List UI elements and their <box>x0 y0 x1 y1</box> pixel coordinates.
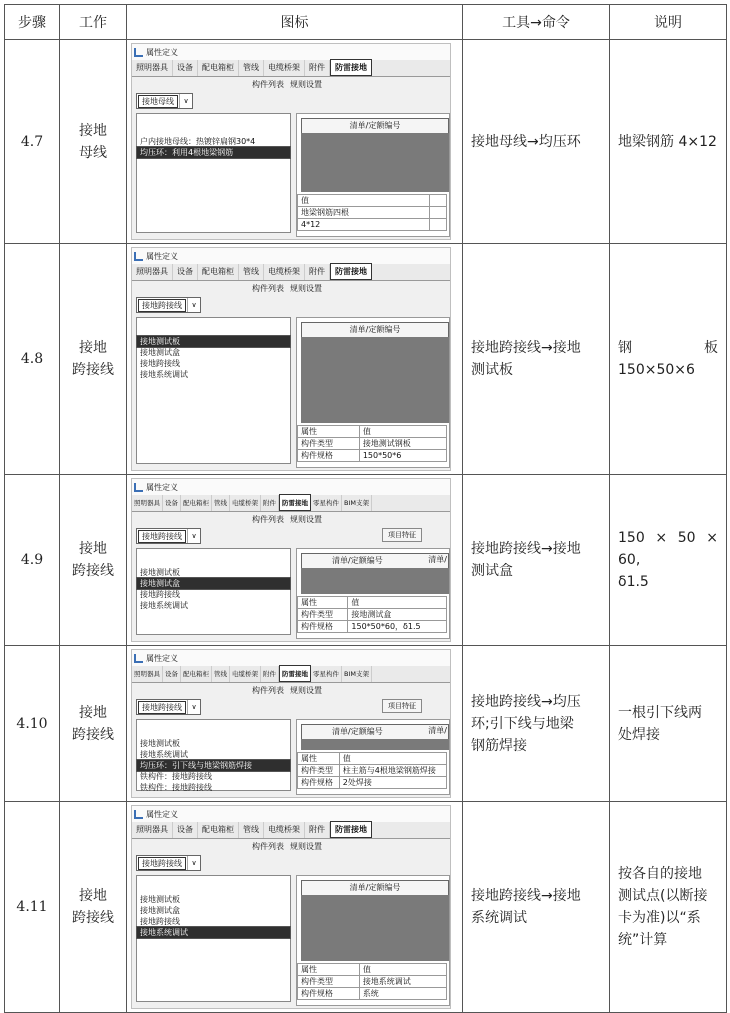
component-list <box>136 317 291 464</box>
component-list-label: 构件列表 <box>252 514 284 524</box>
tab-3[interactable]: 管线 <box>239 60 264 76</box>
table-row <box>5 475 727 646</box>
property-cell[interactable]: 2处焊接 <box>339 777 446 789</box>
note-cell <box>610 244 727 475</box>
property-cell: 构件类型 <box>298 438 360 450</box>
note-cell <box>610 475 727 646</box>
header-note: 说明 <box>610 5 727 40</box>
tool-cell <box>463 244 610 475</box>
work-text: 跨接线 <box>72 910 114 926</box>
property-header-row <box>298 597 447 609</box>
property-cell[interactable]: 接地系统调试 <box>359 976 446 988</box>
window-title <box>132 479 450 495</box>
work-cell <box>60 244 127 475</box>
property-table <box>297 596 447 633</box>
work-text: 接地 <box>79 340 107 356</box>
property-icon <box>134 654 143 663</box>
grid-body <box>301 133 449 192</box>
grid-header: 清单/定额编号 <box>301 724 449 740</box>
tab-bar <box>132 495 450 512</box>
tab-5[interactable]: 附件 <box>305 264 330 280</box>
list-item[interactable]: 接地测试盒 <box>137 578 290 589</box>
tab-0[interactable]: 照明器具 <box>132 264 173 280</box>
header-row <box>5 5 727 40</box>
table-row <box>5 244 727 475</box>
property-row <box>298 621 447 633</box>
property-table <box>297 752 447 789</box>
tab-5[interactable]: 附件 <box>305 822 330 838</box>
grid-header-2: 清单/ <box>428 726 447 735</box>
component-list-label: 构件列表 <box>252 79 284 89</box>
work-text: 接地 <box>79 122 107 139</box>
tool-text: 接地跨接线→均压 <box>471 693 581 710</box>
panel-labels <box>132 683 450 697</box>
work-cell <box>60 475 127 646</box>
tool-text: 接地跨接线→接地 <box>471 340 581 356</box>
rules-label[interactable]: 规则设置 <box>290 283 322 293</box>
tab-3[interactable]: 管线 <box>239 822 264 838</box>
property-row <box>298 988 447 1000</box>
note-text: 统”计算 <box>618 932 668 948</box>
list-item[interactable]: 均压环：引下线与地梁钢筋焊接 <box>137 760 290 771</box>
tool-cell <box>463 475 610 646</box>
property-header: 值 <box>359 426 446 438</box>
panel-labels <box>132 512 450 526</box>
property-table <box>297 194 447 231</box>
tab-1[interactable]: 设备 <box>163 666 181 682</box>
property-cell: 构件类型 <box>298 765 340 777</box>
table-row <box>5 646 727 802</box>
list-item[interactable]: 户内接地母线：热镀锌扁钢30*4 <box>140 137 256 146</box>
window-title-text: 属性定义 <box>146 653 178 663</box>
property-header: 属性 <box>298 753 340 765</box>
chevron-down-icon[interactable]: ∨ <box>187 298 200 312</box>
tab-6[interactable]: 防雷接地 <box>330 821 372 838</box>
list-item[interactable]: 接地测试板 <box>140 895 180 904</box>
tool-text: 系统调试 <box>471 910 527 926</box>
work-text: 接地 <box>79 704 107 721</box>
property-table <box>297 963 447 1000</box>
window-title <box>132 44 450 60</box>
note-text: 按各自的接地 <box>618 866 702 882</box>
list-item[interactable]: 接地跨接线 <box>140 917 180 926</box>
figure-cell <box>127 802 463 1013</box>
property-cell[interactable]: 接地测试钢板 <box>359 438 446 450</box>
note-text: 地梁钢筋 4×12 <box>618 133 717 150</box>
tool-text: 环;引下线与地梁 <box>471 715 574 732</box>
work-cell <box>60 40 127 244</box>
tab-0[interactable]: 照明器具 <box>132 666 163 682</box>
component-list-label: 构件列表 <box>252 841 284 851</box>
project-feature-button[interactable]: 项目特征 <box>382 699 422 713</box>
property-row <box>298 765 447 777</box>
window-title <box>132 248 450 264</box>
tab-3[interactable]: 管线 <box>212 495 230 511</box>
step-cell: 4.10 <box>5 646 60 802</box>
tool-text: 接地跨接线→接地 <box>471 888 581 904</box>
window-title-text: 属性定义 <box>146 809 178 819</box>
property-header: 值 <box>348 597 447 609</box>
tool-text: 测试板 <box>471 362 513 378</box>
work-cell <box>60 646 127 802</box>
list-item[interactable]: 接地系统调试 <box>137 927 290 938</box>
project-feature-button[interactable]: 项目特征 <box>382 528 422 542</box>
tab-2[interactable]: 配电箱柜 <box>198 822 239 838</box>
list-item[interactable]: 接地测试板 <box>140 568 180 577</box>
step-cell: 4.9 <box>5 475 60 646</box>
tab-6[interactable]: 防雷接地 <box>279 665 311 682</box>
chevron-down-icon[interactable]: ∨ <box>187 700 200 714</box>
property-row <box>298 450 447 462</box>
tab-3[interactable]: 管线 <box>212 666 230 682</box>
property-cell: 构件类型 <box>298 976 360 988</box>
tool-cell <box>463 646 610 802</box>
property-header: 值 <box>298 195 430 207</box>
tab-bar <box>132 60 450 77</box>
property-row <box>298 976 447 988</box>
component-list <box>136 719 291 791</box>
tab-bar <box>132 264 450 281</box>
list-item[interactable]: 接地测试板 <box>140 739 180 748</box>
list-item[interactable]: 接地测试盒 <box>140 348 180 357</box>
tab-4[interactable]: 电缆桥架 <box>264 264 305 280</box>
tab-6[interactable]: 防雷接地 <box>279 494 311 511</box>
panel-labels <box>132 77 450 91</box>
rules-label[interactable]: 规则设置 <box>290 514 322 524</box>
grid-header: 清单/定额编号 <box>301 553 449 569</box>
property-header-row <box>298 753 447 765</box>
tool-cell <box>463 802 610 1013</box>
step-cell: 4.8 <box>5 244 60 475</box>
list-item[interactable]: 接地系统调试 <box>140 750 188 759</box>
list-item[interactable]: 接地跨接线 <box>140 359 180 368</box>
table-row <box>5 40 727 244</box>
property-row <box>298 438 447 450</box>
select-value: 接地跨接线 <box>138 857 186 870</box>
header-work: 工作 <box>60 5 127 40</box>
figure-cell <box>127 40 463 244</box>
property-header-empty <box>430 195 447 207</box>
tab-7[interactable]: 零星构件 <box>311 495 342 511</box>
work-text: 接地 <box>79 888 107 904</box>
tab-8[interactable]: BIM支架 <box>342 495 372 511</box>
tab-2[interactable]: 配电箱柜 <box>181 495 212 511</box>
grid-header: 清单/定额编号 <box>301 118 449 134</box>
select-value: 接地跨接线 <box>138 299 186 312</box>
table-row <box>5 802 727 1013</box>
panel-labels <box>132 281 450 295</box>
tab-6[interactable]: 防雷接地 <box>330 263 372 280</box>
step-cell: 4.7 <box>5 40 60 244</box>
tab-3[interactable]: 管线 <box>239 264 264 280</box>
work-text: 跨接线 <box>72 362 114 378</box>
tab-1[interactable]: 设备 <box>173 264 198 280</box>
tool-text: 钢筋焊接 <box>471 737 527 754</box>
window-title <box>132 806 450 822</box>
tab-1[interactable]: 设备 <box>173 822 198 838</box>
component-list-label: 构件列表 <box>252 283 284 293</box>
tab-bar <box>132 666 450 683</box>
property-header: 属性 <box>298 426 360 438</box>
property-header: 值 <box>359 964 446 976</box>
property-window-screenshot <box>131 43 451 240</box>
tab-4[interactable]: 电缆桥架 <box>230 666 261 682</box>
rules-panel <box>296 317 450 468</box>
property-cell[interactable]: 柱主筋与4根地梁钢筋焊接 <box>339 765 446 777</box>
chevron-down-icon[interactable]: ∨ <box>187 529 200 543</box>
property-header-row <box>298 426 447 438</box>
grid-body <box>301 895 449 961</box>
property-cell-empty <box>430 219 447 231</box>
list-item[interactable]: 均压环：利用4根地梁钢筋 <box>137 147 290 158</box>
list-item[interactable]: 铁构件：接地跨接线 <box>140 783 212 792</box>
list-item[interactable]: 接地跨接线 <box>140 590 180 599</box>
note-text: 150 × 50 × 60, <box>618 530 718 568</box>
component-list <box>136 113 291 233</box>
header-step: 步骤 <box>5 5 60 40</box>
select-value: 接地跨接线 <box>138 530 186 543</box>
work-text: 母线 <box>79 144 107 161</box>
select-value: 接地跨接线 <box>138 701 186 714</box>
list-item[interactable]: 接地测试盒 <box>140 906 180 915</box>
window-title-text: 属性定义 <box>146 251 178 261</box>
list-item[interactable]: 接地测试板 <box>137 336 290 347</box>
rules-label[interactable]: 规则设置 <box>290 841 322 851</box>
work-text: 跨接线 <box>72 726 114 743</box>
header-tool: 工具→命令 <box>463 5 610 40</box>
property-row <box>298 609 447 621</box>
component-type-select[interactable] <box>136 93 193 109</box>
component-type-select[interactable] <box>136 855 201 871</box>
rules-panel <box>296 113 450 237</box>
property-window-screenshot <box>131 649 451 798</box>
property-window-screenshot <box>131 247 451 471</box>
tool-cell <box>463 40 610 244</box>
figure-cell <box>127 244 463 475</box>
rules-panel <box>296 548 450 639</box>
tab-5[interactable]: 附件 <box>261 495 279 511</box>
component-type-select[interactable] <box>136 297 201 313</box>
tool-text: 测试盒 <box>471 563 513 579</box>
select-value: 接地母线 <box>138 95 178 108</box>
component-type-select[interactable] <box>136 528 201 544</box>
property-cell: 地梁钢筋四根 <box>298 207 430 219</box>
steps-table <box>4 4 727 1013</box>
step-cell: 4.11 <box>5 802 60 1013</box>
figure-cell <box>127 475 463 646</box>
property-cell[interactable]: 150*50*6 <box>359 450 446 462</box>
window-title <box>132 650 450 666</box>
tool-text: 接地跨接线→接地 <box>471 541 581 557</box>
list-item[interactable]: 接地系统调试 <box>140 601 188 610</box>
note-text: 处焊接 <box>618 726 660 743</box>
property-header-row <box>298 195 447 207</box>
tab-2[interactable]: 配电箱柜 <box>198 60 239 76</box>
property-icon <box>134 810 143 819</box>
note-text: 一根引下线两 <box>618 704 702 721</box>
property-cell: 构件规格 <box>298 988 360 1000</box>
work-text: 接地 <box>79 541 107 557</box>
window-title-text: 属性定义 <box>146 482 178 492</box>
property-header: 属性 <box>298 597 348 609</box>
list-item[interactable]: 铁构件：接地跨接线 <box>140 772 212 781</box>
tab-0[interactable]: 照明器具 <box>132 495 163 511</box>
property-window-screenshot <box>131 478 451 642</box>
rules-label[interactable]: 规则设置 <box>290 685 322 695</box>
rules-panel <box>296 875 450 1006</box>
tab-bar <box>132 822 450 839</box>
note-text: 钢板 150×50×6 <box>618 340 718 378</box>
note-text: δ1.5 <box>618 574 649 590</box>
tab-4[interactable]: 电缆桥架 <box>264 822 305 838</box>
grid-header-2: 清单/ <box>428 555 447 564</box>
grid-header: 清单/定额编号 <box>301 322 449 338</box>
property-table <box>297 425 447 462</box>
note-cell <box>610 40 727 244</box>
property-window-screenshot <box>131 805 451 1009</box>
tab-2[interactable]: 配电箱柜 <box>198 264 239 280</box>
tab-5[interactable]: 附件 <box>261 666 279 682</box>
property-cell[interactable]: 接地测试盒 <box>348 609 447 621</box>
rules-label[interactable]: 规则设置 <box>290 79 322 89</box>
property-cell: 4*12 <box>298 219 430 231</box>
grid-header: 清单/定额编号 <box>301 880 449 896</box>
tab-5[interactable]: 附件 <box>305 60 330 76</box>
grid-body <box>301 568 449 594</box>
component-list <box>136 548 291 635</box>
property-header: 值 <box>339 753 446 765</box>
property-icon <box>134 483 143 492</box>
property-icon <box>134 48 143 57</box>
rules-panel <box>296 719 450 795</box>
property-row <box>298 219 447 231</box>
property-cell[interactable]: 系统 <box>359 988 446 1000</box>
property-header-row <box>298 964 447 976</box>
tab-8[interactable]: BIM支架 <box>342 666 372 682</box>
property-cell: 构件规格 <box>298 450 360 462</box>
component-list <box>136 875 291 1002</box>
work-cell <box>60 802 127 1013</box>
property-cell: 构件类型 <box>298 609 348 621</box>
property-cell[interactable]: 150*50*60，δ1.5 <box>348 621 447 633</box>
work-text: 跨接线 <box>72 563 114 579</box>
tab-6[interactable]: 防雷接地 <box>330 59 372 76</box>
tab-1[interactable]: 设备 <box>163 495 181 511</box>
tab-1[interactable]: 设备 <box>173 60 198 76</box>
panel-labels <box>132 839 450 853</box>
tab-4[interactable]: 电缆桥架 <box>264 60 305 76</box>
property-cell: 构件规格 <box>298 621 348 633</box>
grid-body <box>301 739 449 750</box>
note-text: 测试点(以断接 <box>618 888 708 904</box>
list-item[interactable]: 接地系统调试 <box>140 370 188 379</box>
grid-body <box>301 337 449 423</box>
property-header: 属性 <box>298 964 360 976</box>
note-cell <box>610 646 727 802</box>
chevron-down-icon[interactable]: ∨ <box>187 856 200 870</box>
component-list-label: 构件列表 <box>252 685 284 695</box>
property-icon <box>134 252 143 261</box>
tool-text: 接地母线→均压环 <box>471 133 581 150</box>
property-cell: 构件规格 <box>298 777 340 789</box>
component-type-select[interactable] <box>136 699 201 715</box>
tab-4[interactable]: 电缆桥架 <box>230 495 261 511</box>
property-row <box>298 777 447 789</box>
property-cell-empty <box>430 207 447 219</box>
figure-cell <box>127 646 463 802</box>
tab-0[interactable]: 照明器具 <box>132 822 173 838</box>
note-text: 卡为准)以“系 <box>618 910 701 926</box>
note-cell <box>610 802 727 1013</box>
tab-7[interactable]: 零星构件 <box>311 666 342 682</box>
chevron-down-icon[interactable]: ∨ <box>179 94 192 108</box>
property-row <box>298 207 447 219</box>
tab-0[interactable]: 照明器具 <box>132 60 173 76</box>
header-figure: 图标 <box>127 5 463 40</box>
tab-2[interactable]: 配电箱柜 <box>181 666 212 682</box>
window-title-text: 属性定义 <box>146 47 178 57</box>
